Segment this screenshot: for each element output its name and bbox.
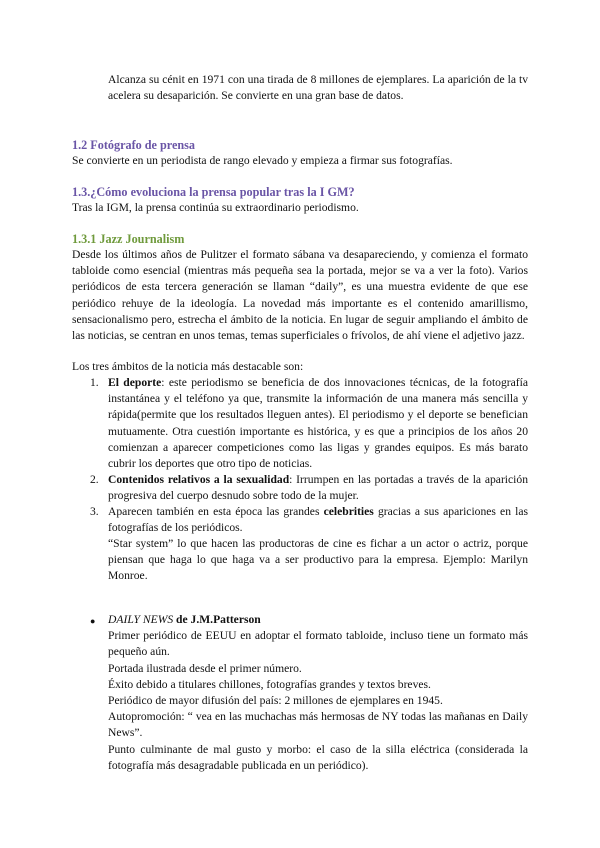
list-intro: Los tres ámbitos de la noticia más destacable son: <box>72 360 304 373</box>
section-heading-1-3-1: 1.3.1 Jazz Journalism <box>72 232 185 246</box>
section-heading-1-2: 1.2 Fotógrafo de prensa <box>72 138 195 152</box>
list-item-2 <box>108 472 528 504</box>
bullet-line-6: Punto culminante de mal gusto y morbo: el caso de la silla eléctrica (considerada la fotografía más desagradable publicada en un periódico). <box>108 743 528 773</box>
list-item-3 <box>108 504 528 536</box>
bullet-title <box>108 612 528 628</box>
bullet-line-3: Éxito debido a titulares chillones, fotografías grandes y textos breves. <box>108 678 431 691</box>
bullet-title-bold: de J.M.Patterson <box>173 613 261 626</box>
list-item-2-title: Contenidos relativos a la sexualidad <box>108 473 290 486</box>
list-item-3-lead: Aparecen también en esta época las grandes <box>108 505 324 518</box>
bullet-title-italic: DAILY NEWS <box>108 613 174 626</box>
list-item-1-text: : este periodismo se beneficia de dos innovaciones técnicas, de la fotografía instantánea y el teléfono ya que, transmite la información de una manera más sencilla y rápida(permite que los resultados lleguen antes). El periodismo y el deporte se benefician mutuamente. Otra cuestión importante es histórica, y es que a principios de los años 20 comienzan a aparecer competiciones como las ligas y grandes equipos. Es más barato cubrir los deportes que otro tipo de noticias. <box>108 376 528 471</box>
list-marker-1: 1. <box>90 376 99 389</box>
list-item-1 <box>108 375 528 472</box>
list-marker-3: 3. <box>90 505 99 518</box>
list-marker-2: 2. <box>90 473 99 486</box>
intro-paragraph: Alcanza su cénit en 1971 con una tirada de 8 millones de ejemplares. La aparición de la tv acelera su desaparición. Se convierte en una gran base de datos. <box>108 73 528 103</box>
list-item-1-title: El deporte <box>108 376 162 389</box>
bullet-line-5: Autopromoción: “ vea en las muchachas más hermosas de NY todas las mañanas en Daily News”. <box>108 710 528 740</box>
bullet-line-1: Primer periódico de EEUU en adoptar el formato tabloide, incluso tiene un formato más pequeño aún. <box>108 629 528 659</box>
list-item-2-text: : Irrumpen en las portadas a través de la aparición progresiva del cuerpo desnudo sobre todo de la mujer. <box>108 473 528 503</box>
list-item-3-extra: “Star system” lo que hacen las productoras de cine es fichar a un actor o actriz, porque piensan que haga lo que haga va a ser productivo para la empresa. Ejemplo: Marilyn Monroe. <box>108 537 528 583</box>
list-item-3-text: gracias a sus apariciones en las fotografías de los periódicos. <box>108 505 528 535</box>
list-item-3-title: celebrities <box>323 505 374 518</box>
section-1-3-1-body: Desde los últimos años de Pulitzer el formato sábana va desapareciendo, y comienza el formato tabloide como esencial (mientras más pequeña sea la portada, mejor se va a ver la foto). Varios periódicos de esta tercera generación se llaman “daily”, es una muestra evidente de que ese periódico rehuye de la ideología. La novedad más importante es el contenido amarillismo, sensacionalismo pero, estrecha el ámbito de la noticia. En lugar de seguir ampliando el ámbito de las noticias, se centran en unos temas, temas superficiales o frívolos, de ahí viene el adjetivo jazz. <box>72 248 528 343</box>
section-heading-1-3: 1.3.¿Cómo evoluciona la prensa popular tras la I GM? <box>72 185 355 199</box>
bullet-line-2: Portada ilustrada desde el primer número. <box>108 662 302 675</box>
section-1-2-body: Se convierte en un periodista de rango elevado y empieza a firmar sus fotografías. <box>72 154 453 167</box>
section-1-3-body: Tras la IGM, la prensa continúa su extraordinario periodismo. <box>72 201 359 214</box>
bullet-line-4: Periódico de mayor difusión del país: 2 millones de ejemplares en 1945. <box>108 694 443 707</box>
bullet-marker: ● <box>90 616 96 626</box>
